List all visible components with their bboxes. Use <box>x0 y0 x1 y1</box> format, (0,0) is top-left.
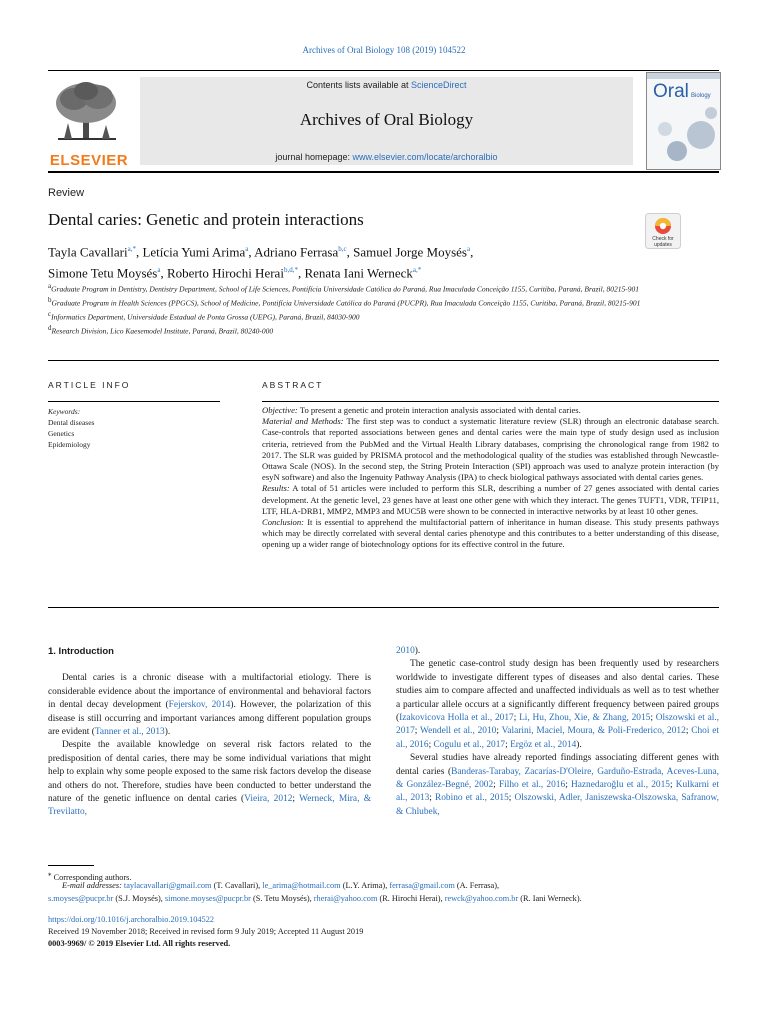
email-link[interactable]: simone.moyses@pucpr.br <box>164 894 251 903</box>
journal-title: Archives of Oral Biology <box>299 110 474 129</box>
author-affiliation-marker[interactable]: a,* <box>127 245 136 253</box>
affiliation-text: Graduate Program in Health Sciences (PPGCS), School of Medicine, Pontifícia Universidade Católica do Paraná (PUCPR), Rua Imaculada Conceição 1155, Curitiba, Paraná, Brazil, 80215-901 <box>51 298 641 308</box>
text-run: (S. Tetu Moysés), <box>250 894 314 903</box>
affiliation-item <box>48 281 668 295</box>
reference-link[interactable]: Filho et al., 2016 <box>498 780 566 791</box>
email-line-1 <box>48 880 719 893</box>
text-run: ; <box>429 793 435 804</box>
abstract-section-label: Objective: <box>262 405 298 415</box>
reference-link[interactable]: Banderas-Tarabay, Zacarías-D'Oleire, Garduño-Estrada, Aceves-Luna, & González-Begné, 2002 <box>396 766 719 791</box>
email-link[interactable]: rherai@yahoo.com <box>313 894 378 903</box>
abstract-paragraph <box>262 517 719 551</box>
abstract-rule <box>262 401 719 402</box>
text-run: (R. Iani Werneck). <box>518 894 582 903</box>
abstract-heading: ABSTRACT <box>262 380 324 390</box>
author-name: Letícia Yumi Arima <box>142 244 246 260</box>
affiliation-marker: a <box>48 282 52 290</box>
article-title: Dental caries: Genetic and protein interactions <box>48 210 364 229</box>
abstract-section-label: Material and Methods: <box>262 416 344 427</box>
text-run: ). <box>414 646 421 656</box>
copyright-line: 0003-9969/ © 2019 Elsevier Ltd. All rights reserved. <box>48 939 231 948</box>
text-run: (A. Ferrasa), <box>454 881 500 890</box>
homepage-prefix: journal homepage: <box>275 152 353 162</box>
reference-link[interactable]: Fejerskov, 2014 <box>168 700 231 711</box>
check-for-updates-badge[interactable] <box>645 213 681 249</box>
abstract-section-text: To present a genetic and protein interaction analysis associated with dental caries. <box>297 405 581 415</box>
body-left-column <box>48 645 371 820</box>
sciencedirect-link[interactable]: ScienceDirect <box>411 80 467 90</box>
cover-title-oral: Oral <box>653 81 689 102</box>
author-separator: , <box>297 265 305 281</box>
footnote-rule <box>48 865 94 866</box>
text-run: ). <box>576 739 582 750</box>
reference-link[interactable]: Valarini, Maciel, Moura, & Poli-Frederico, 2012 <box>501 726 686 737</box>
text-run: Several studies have already reported findings associating different genes with dental caries ( <box>396 753 719 777</box>
author-name: Simone Tetu Moysés <box>48 265 158 281</box>
abstract-section-label: Conclusion: <box>262 517 305 528</box>
body-paragraph <box>396 645 719 658</box>
email-line-2 <box>48 893 719 906</box>
text-run: ; <box>650 713 656 724</box>
reference-link[interactable]: Werneck, Mira, & Trevilatto, <box>48 794 372 818</box>
journal-cover-thumbnail[interactable] <box>646 72 721 170</box>
text-run: ; <box>414 726 420 737</box>
reference-link[interactable]: Wendell et al., 2010 <box>419 726 497 737</box>
email-label: E-mail addresses: <box>62 881 124 890</box>
email-link[interactable]: ferrasa@gmail.com <box>389 881 455 890</box>
doi-link-text[interactable]: https://doi.org/10.1016/j.archoralbio.2019.104522 <box>48 915 215 924</box>
author-affiliation-marker[interactable]: a,* <box>412 266 422 275</box>
keywords-block <box>48 406 94 450</box>
text-run: ; <box>428 739 434 750</box>
reference-link[interactable]: Olszowski et al., 2017 <box>396 713 720 737</box>
abstract-section-text: It is essential to apprehend the multifactorial pattern of inheritance in human disease. This study presents pathways which may be directly correlated with several dental caries phenotype and this contributes to a better understanding of this disease, opening up a wider range of biotechnology options for its effective control in the future. <box>262 517 719 550</box>
keyword-item: Epidemiology <box>48 440 91 449</box>
text-run: ; <box>496 726 502 737</box>
reference-link[interactable]: Kulkarni et al., 2013 <box>396 780 719 804</box>
reference-link[interactable]: Izakovicova Holla et al., 2017 <box>399 713 514 724</box>
abstract-body <box>262 405 719 551</box>
reference-link[interactable]: Cogulu et al., 2017 <box>433 739 506 750</box>
contents-prefix: Contents lists available at <box>306 80 412 90</box>
text-run: (S.J. Moysés), <box>113 894 165 903</box>
author-name: Renata Iani Werneck <box>304 265 413 281</box>
author-affiliation-marker[interactable]: a <box>466 245 471 253</box>
reference-link[interactable]: Tanner et al., 2013 <box>94 727 165 738</box>
text-run: ; <box>505 739 511 750</box>
journal-homepage-link[interactable]: www.elsevier.com/locate/archoralbio <box>352 152 498 162</box>
reference-link[interactable]: Haznedaroğlu et al., 2015 <box>570 780 670 791</box>
author-affiliation-marker[interactable]: b,d,* <box>283 266 298 275</box>
keyword-item: Genetics <box>48 429 75 438</box>
article-type: Review <box>48 187 85 199</box>
journal-citation-link[interactable]: Archives of Oral Biology 108 (2019) 104522 <box>302 45 466 55</box>
header-bottom-rule <box>48 171 719 173</box>
article-info-heading: ARTICLE INFO <box>48 380 131 390</box>
article-info-rule <box>48 401 220 402</box>
text-run: ; <box>513 713 520 724</box>
reference-link[interactable]: Vieira, 2012 <box>244 794 293 805</box>
abstract-section-text: The first step was to conduct a systematic literature review (SLR) through an electronic database search. Case-controls that reported associations between genes and dental caries were the main type of study design used as inclusion criteria, retrieved from the PubMed and the Virtual Health Library databases, comprising the chronological range from 1982 to 2017. The SLR was guided by PRISMA protocol and the methodological quality of the studies was established through Newcastle-Ottawa Scale (NOS). In the second step, the String Protein Interaction (SPI) approach was used to analyze protein interaction (by esyN software) and also the Ingenuity Pathway Analysis (IPA) to check biological pathways associated with dental caries genes. <box>262 416 719 483</box>
text-run: The genetic case-control study design has been frequently used by researchers worldwide to investigate different types of diseases and also dental caries. These studies aim to compare affected and unaffected individuals as well as to test whether a particular allele occurs at a significantly different frequency between paired groups ( <box>396 659 719 724</box>
body-paragraph <box>48 672 371 739</box>
text-run: ). However, the polarization of this disease is still occurring and important variances among different population groups are evident ( <box>48 700 371 738</box>
reference-link[interactable]: Olszowski, Adler, Janiszewska-Olszowska, Safranow, & Chlubek, <box>396 793 719 817</box>
abstract-paragraph <box>262 483 719 517</box>
author-separator: , <box>135 244 143 260</box>
received-dates: Received 19 November 2018; Received in revised form 9 July 2019; Accepted 11 August 2019 <box>48 927 364 936</box>
author-affiliation-marker[interactable]: a <box>157 266 161 275</box>
author-affiliation-marker[interactable]: a <box>245 245 249 253</box>
abstract-paragraph <box>262 405 719 416</box>
affiliation-marker: d <box>48 324 52 333</box>
section-heading-introduction: 1. Introduction <box>48 646 114 657</box>
header-top-rule <box>48 70 719 71</box>
author-name: Adriano Ferrasa <box>254 244 339 260</box>
email-link[interactable]: rewck@yahoo.com.br <box>444 894 519 903</box>
contents-lists-line <box>140 80 633 90</box>
abstract-paragraph <box>262 416 719 483</box>
text-run: (R. Hirochi Herai), <box>377 894 445 903</box>
author-separator: , <box>470 244 474 260</box>
author-affiliation-marker[interactable]: b,c <box>338 245 347 253</box>
email-link[interactable]: s.moyses@pucpr.br <box>48 894 114 903</box>
cover-title-biology: Biology <box>691 93 711 99</box>
affiliation-item <box>48 295 668 309</box>
email-link[interactable]: le_arima@hotmail.com <box>262 881 341 890</box>
author-name: Samuel Jorge Moysés <box>353 244 467 260</box>
text-run: Dental caries is a chronic disease with a multifactorial etiology. There is considerable evidence about the importance of environmental and behavioral factors in dental decay development ( <box>48 673 371 711</box>
abstract-bottom-rule <box>48 607 719 608</box>
body-paragraph <box>48 739 371 819</box>
reference-link[interactable]: Ergöz et al., 2014 <box>510 739 577 750</box>
affiliation-text: Research Division, Lico Kaesemodel Institute, Paraná, Brazil, 80240-000 <box>51 326 274 336</box>
body-right-column <box>396 645 719 819</box>
affiliation-item <box>48 323 668 337</box>
elsevier-logo <box>48 77 130 169</box>
corresponding-note: ⁎ Corresponding authors. <box>48 870 132 882</box>
text-run: ; <box>493 780 499 791</box>
affiliation-marker: c <box>48 310 52 319</box>
affiliation-text: Informatics Department, Universidade Estadual de Ponta Grossa (UEPG), Paraná, Brazil, 84030-900 <box>51 312 360 322</box>
elsevier-wordmark: ELSEVIER <box>49 152 129 169</box>
author-name: Roberto Hirochi Herai <box>166 265 284 281</box>
reference-link[interactable]: Robino et al., 2015 <box>434 793 509 804</box>
affiliation-item <box>48 309 668 323</box>
corresponding-label: Corresponding authors. <box>53 872 132 882</box>
elsevier-tree-icon <box>48 77 126 145</box>
abstract-section-text: A total of 51 articles were included to perform this SLR, describing a number of 27 genes associated with dental caries development. At the genetic level, 23 genes have at least one other gene with which they interact. The genes TUFT1, VDR, TFIP11, LTF, HLA-DRB1, MMP2, MMP3 and MUC5B were shown to be connected in interactive networks by at least 10 other genes. <box>262 483 719 516</box>
text-run: ; <box>565 780 571 791</box>
email-link[interactable]: taylacavallari@gmail.com <box>123 881 212 890</box>
author-name: Tayla Cavallari <box>48 244 128 260</box>
reference-link[interactable]: Choi et al., 2016 <box>396 726 720 750</box>
body-paragraph <box>396 752 719 819</box>
text-run: ; <box>508 793 515 804</box>
text-run: ; <box>292 794 300 805</box>
author-separator: , <box>346 244 354 260</box>
text-run: ). <box>164 727 171 738</box>
affiliation-text: Graduate Program in Dentistry, Dentistry Department, School of Life Sciences, Pontifícia Universidade Católica do Paraná, Rua Imaculada Conceição 1155, Curitiba, Paraná, Brazil, 80215-901 <box>51 284 639 294</box>
author-list <box>48 240 638 283</box>
section-rule <box>48 360 719 361</box>
affiliation-marker: b <box>48 296 52 305</box>
text-run: ; <box>669 780 676 791</box>
crossmark-label: Check for updates <box>652 236 674 248</box>
abstract-section-label: Results: <box>262 483 290 494</box>
text-run: ; <box>685 726 692 737</box>
keyword-item: Dental diseases <box>48 418 95 427</box>
journal-homepage-line <box>140 152 633 162</box>
reference-link[interactable]: Li, Hu, Zhou, Xie, & Zhang, 2015 <box>519 713 651 724</box>
text-run: Despite the available knowledge on several risk factors related to the predisposition of dental caries, there may be some individual variations that might help to explain why some people exposed to the same risk factors develop the disease and others do not. Therefore, studies have been conducted to better understand the nature of the genetic influence on dental caries ( <box>48 740 371 805</box>
text-run: (L.Y. Arima), <box>340 881 390 890</box>
body-paragraph <box>396 658 719 752</box>
keywords-label: Keywords: <box>48 407 81 416</box>
author-separator: , <box>160 265 167 281</box>
reference-link[interactable]: 2010 <box>396 646 415 656</box>
text-run: (T. Cavallari), <box>211 881 263 890</box>
affiliation-list <box>48 281 668 337</box>
author-separator: , <box>248 244 255 260</box>
doi-link[interactable] <box>48 914 719 927</box>
journal-masthead <box>140 77 633 165</box>
